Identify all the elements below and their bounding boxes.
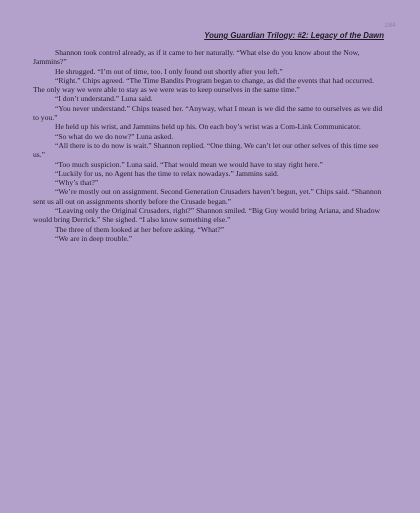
page-number: 284	[384, 22, 396, 29]
paragraph: “All there is to do now is wait.” Shannon replied. “One thing. We can’t let our other selves of this time see us.”	[33, 140, 379, 160]
paragraph: “Luckily for us, no Agent has the time to relax nowadays.” Jammins said.	[55, 168, 279, 178]
paragraph: “Leaving only the Original Crusaders, right?” Shannon smiled. “Big Guy would bring Ariana, and Shadow would bring Derrick.” She sighed. “I also know something else.”	[33, 206, 380, 225]
running-header: Young Guardian Trilogy: #2: Legacy of the Dawn	[204, 31, 384, 40]
paragraph: “Right.” Chips agreed. “The Time Bandits Program began to change, as did the events that had occurred. The only way we were able to stay as we were was to keep ourselves in the same time.”	[33, 75, 374, 95]
paragraph: “We’re mostly out on assignment. Second Generation Crusaders haven’t begun, yet.” Chips said. “Shannon sent us all out on assignments shortly before the Crusade began.”	[33, 187, 382, 206]
paragraph: “Too much suspicion.” Luna said. “That would mean we would have to stay right here.”	[55, 159, 323, 169]
paragraph: He shrugged. “I’m out of time, too. I only found out shortly after you left.”	[55, 66, 283, 76]
paragraph: “Why’s that?”	[55, 178, 99, 188]
paragraph: Shannon took control already, as if it came to her naturally. “What else do you know about the Now, Jammins?”	[33, 48, 360, 67]
paragraph: “So what do we do now?” Luna asked.	[55, 131, 174, 141]
paragraph: He held up his wrist, and Jammins held up his. On each boy’s wrist was a Com-Link Communicator.	[55, 122, 361, 132]
paragraph: “I don’t understand.” Luna said.	[55, 94, 153, 104]
body-text	[33, 48, 385, 243]
paragraph: “You never understand.” Chips teased her. “Anyway, what I mean is we did the same to ourselves as we did to you.”	[33, 103, 383, 123]
paragraph: “We are in deep trouble.”	[55, 233, 133, 243]
paragraph: The three of them looked at her before asking. “What?”	[55, 224, 225, 234]
